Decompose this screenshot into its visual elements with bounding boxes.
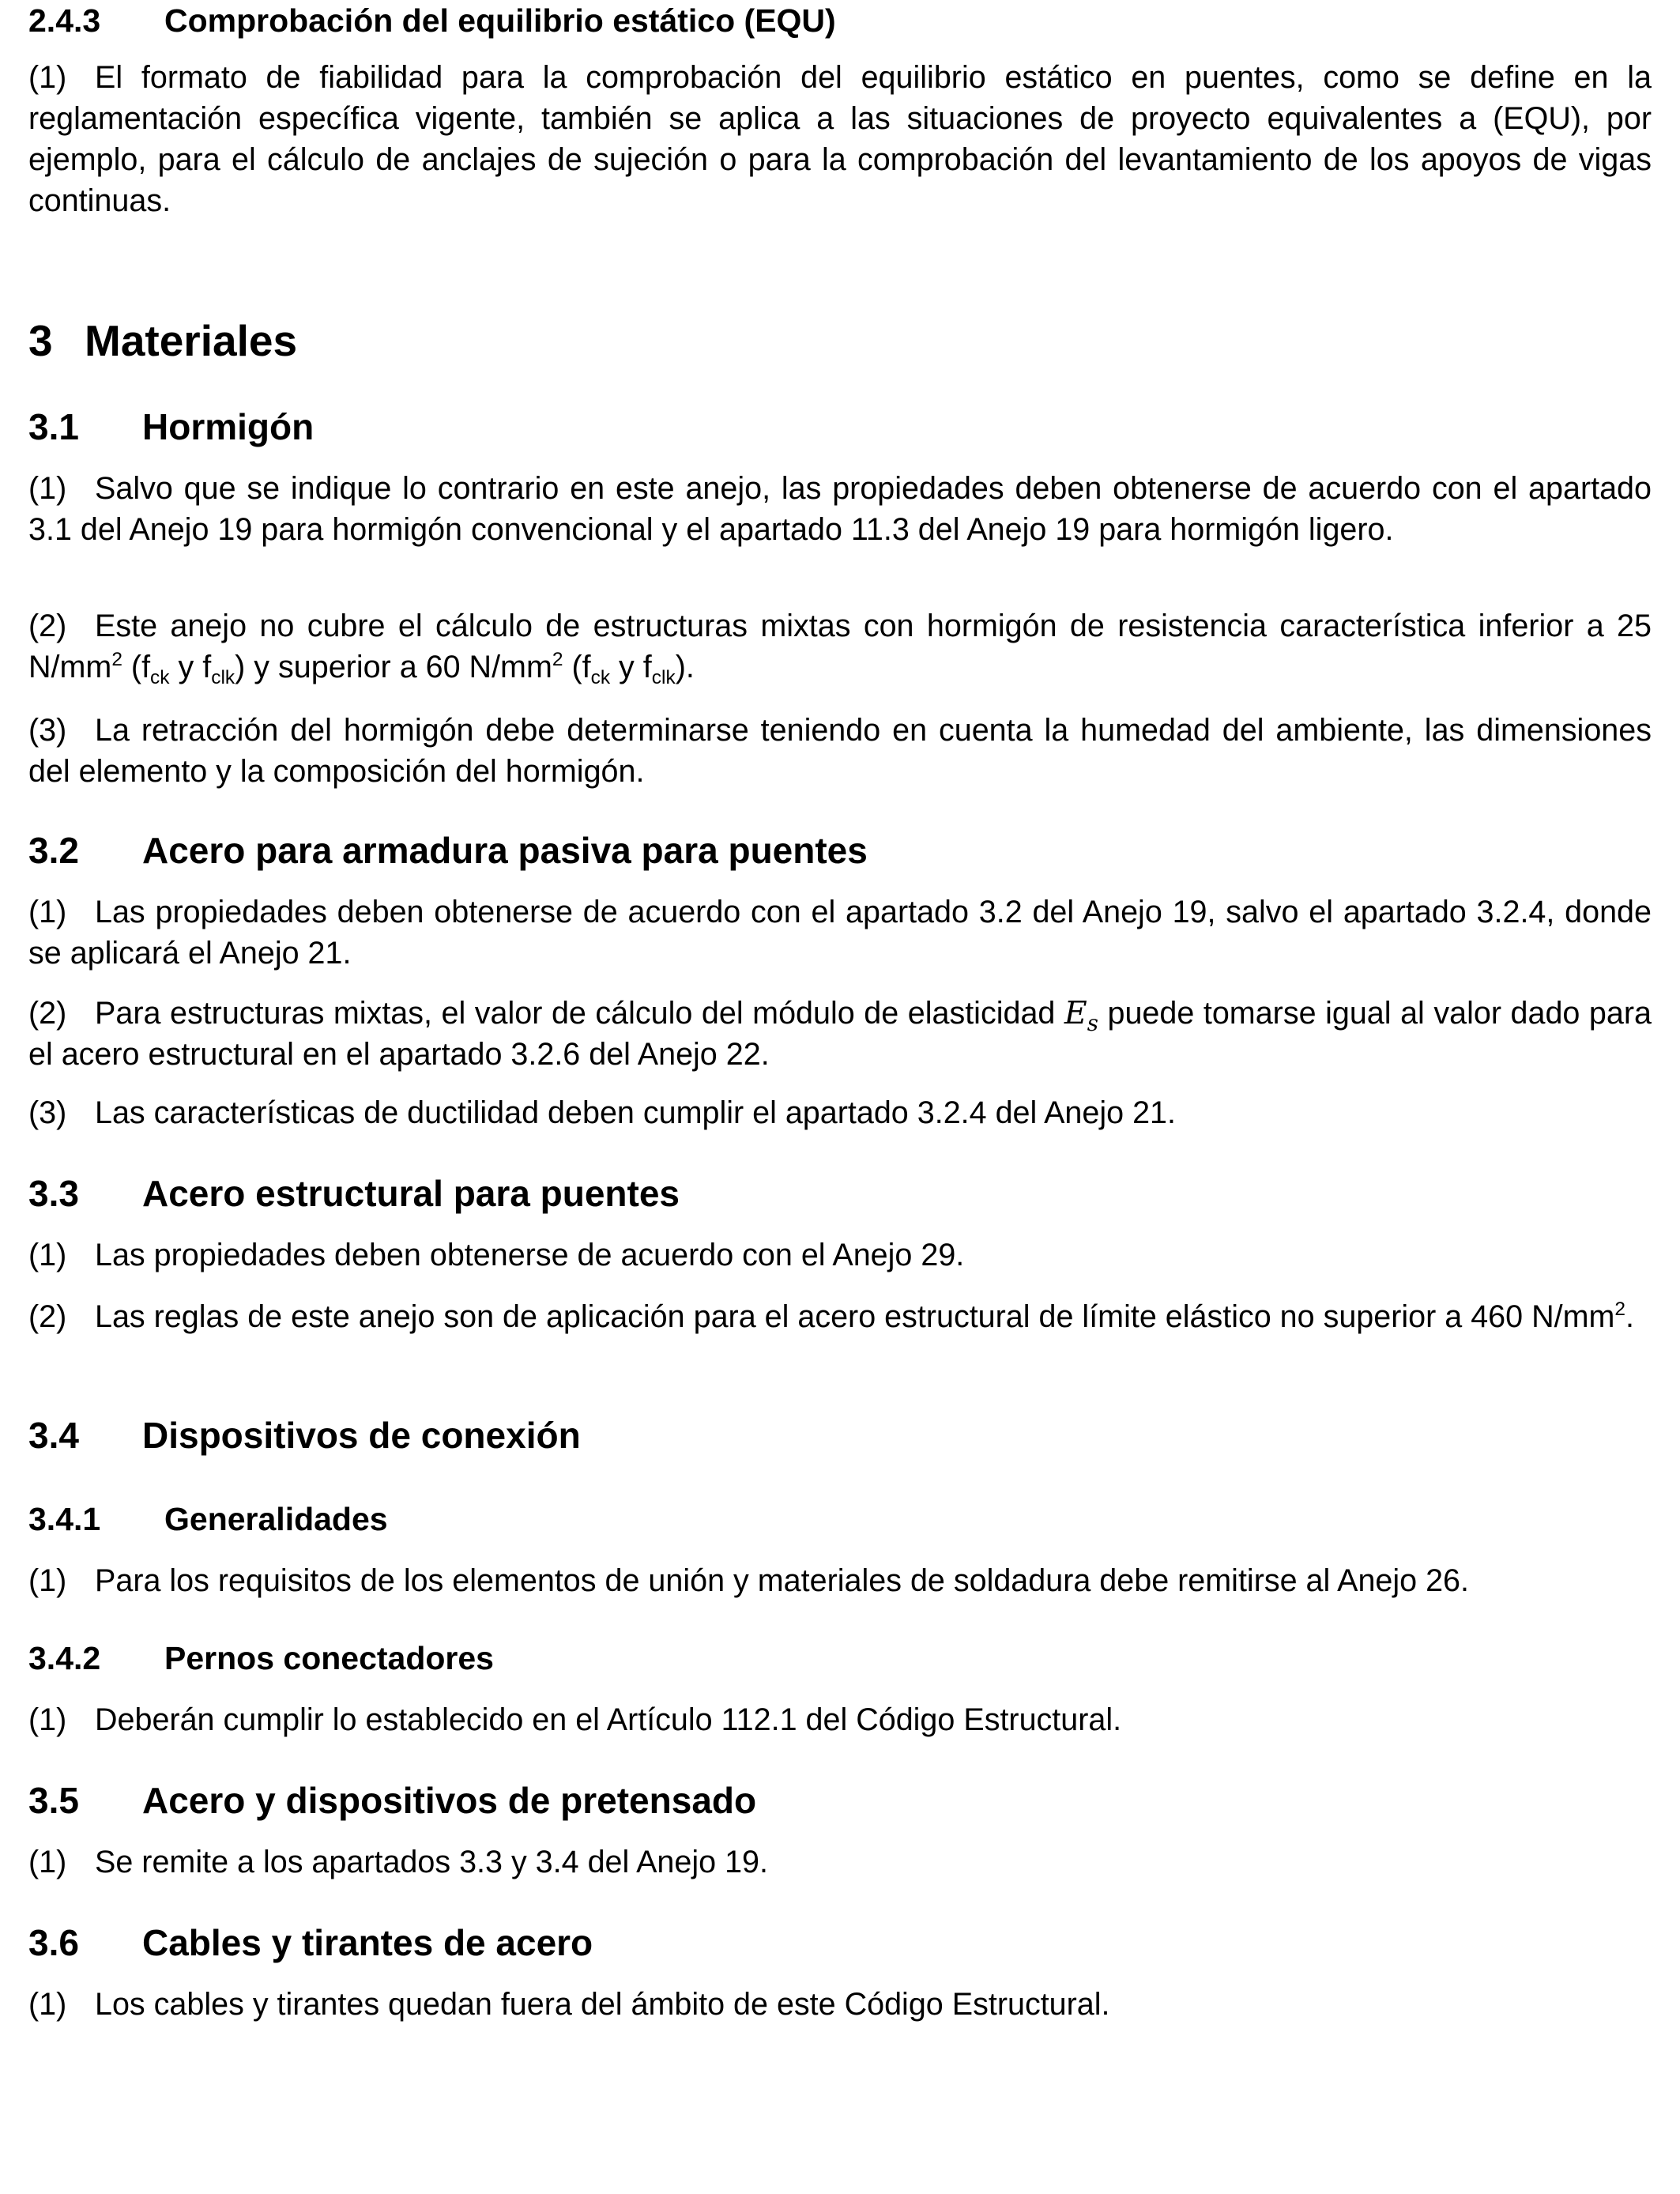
- paragraph-number: (1): [28, 1845, 67, 1879]
- paragraph-number: (2): [28, 1299, 67, 1334]
- paragraph-text: Deberán cumplir lo establecido en el Artículo 112.1 del Código Estructural.: [95, 1702, 1122, 1737]
- section-number: 3.6: [28, 1922, 79, 1963]
- paragraph-3-4-1-1: [28, 1560, 1652, 1601]
- math-symbol: E: [1064, 995, 1087, 1031]
- paragraph-text: .: [1625, 1299, 1634, 1334]
- paragraph-3-2-1: [28, 892, 1652, 974]
- paragraph-number: (2): [28, 609, 67, 643]
- section-title: Acero para armadura pasiva para puentes: [142, 830, 868, 871]
- paragraph-number: (3): [28, 1095, 67, 1130]
- paragraph-text: Las propiedades deben obtenerse de acuerdo con el apartado 3.2 del Anejo 19, salvo el apartado 3.2.4, donde se aplicará el Anejo 21.: [28, 895, 1652, 971]
- paragraph-number: (1): [28, 471, 67, 506]
- paragraph-number: (1): [28, 1987, 67, 2022]
- superscript: 2: [552, 648, 563, 670]
- heading-3-6: [28, 1921, 1652, 1965]
- heading-3-1: [28, 405, 1652, 449]
- paragraph-3-6-1: [28, 1984, 1652, 2025]
- paragraph-3-2-3: [28, 1092, 1652, 1133]
- section-number: 3.1: [28, 406, 79, 447]
- chapter-heading-3: [28, 315, 1652, 367]
- paragraph-number: (1): [28, 1702, 67, 1737]
- section-title: Comprobación del equilibrio estático (EQU): [164, 2, 836, 39]
- superscript: 2: [111, 648, 122, 670]
- paragraph-text: Las reglas de este anejo son de aplicación para el acero estructural de límite elástico no superior a 460 N/mm: [95, 1299, 1615, 1334]
- heading-3-4-1: [28, 1498, 1652, 1540]
- paragraph-text: Las características de ductilidad deben cumplir el apartado 3.2.4 del Anejo 21.: [95, 1095, 1176, 1130]
- paragraph-text: Los cables y tirantes quedan fuera del ámbito de este Código Estructural.: [95, 1987, 1110, 2022]
- heading-3-2: [28, 828, 1652, 873]
- section-title: Cables y tirantes de acero: [142, 1922, 593, 1963]
- section-title: Dispositivos de conexión: [142, 1415, 581, 1456]
- section-title: Acero estructural para puentes: [142, 1173, 680, 1214]
- section-number: 3.5: [28, 1780, 79, 1821]
- paragraph-text: Este anejo no cubre el cálculo de estructuras mixtas con hormigón de resistencia característica inferior a 25 N/mm: [28, 609, 1652, 684]
- paragraph-text: Salvo que se indique lo contrario en este anejo, las propiedades deben obtenerse de acuerdo con el apartado 3.1 del Anejo 19 para hormigón convencional y el apartado 11.3 del Anejo 19 para hormigón ligero.: [28, 471, 1652, 547]
- paragraph-text: Para los requisitos de los elementos de unión y materiales de soldadura debe remitirse al Anejo 26.: [95, 1563, 1470, 1598]
- heading-2-4-3: [28, 0, 1652, 41]
- paragraph-3-4-2-1: [28, 1699, 1652, 1740]
- section-title: Hormigón: [142, 406, 315, 447]
- section-title: Pernos conectadores: [164, 1640, 494, 1676]
- paragraph-2-4-3-1: [28, 57, 1652, 221]
- paragraph-3-3-2: [28, 1296, 1652, 1337]
- paragraph-text: La retracción del hormigón debe determinarse teniendo en cuenta la humedad del ambiente, las dimensiones del elemento y la composición del hormigón.: [28, 713, 1652, 789]
- elasticity-modulus-symbol: [1064, 995, 1098, 1036]
- paragraph-text: y f: [169, 650, 212, 684]
- heading-3-5: [28, 1778, 1652, 1823]
- paragraph-text: y f: [610, 650, 652, 684]
- section-title: Acero y dispositivos de pretensado: [142, 1780, 757, 1821]
- subscript: clk: [211, 666, 235, 688]
- paragraph-text: Para estructuras mixtas, el valor de cálculo del módulo de elasticidad: [95, 996, 1064, 1031]
- chapter-title: Materiales: [85, 316, 298, 365]
- paragraph-number: (2): [28, 996, 67, 1031]
- subscript: clk: [651, 666, 676, 688]
- paragraph-number: (1): [28, 60, 67, 95]
- paragraph-text: puede tomarse igual al valor dado para el acero estructural en el apartado 3.2.6 del Anejo 22.: [28, 996, 1652, 1072]
- paragraph-number: (1): [28, 1563, 67, 1598]
- math-subscript: s: [1087, 1009, 1098, 1036]
- subscript: ck: [590, 666, 611, 688]
- subscript: ck: [150, 666, 170, 688]
- superscript: 2: [1614, 1298, 1626, 1320]
- paragraph-3-1-1: [28, 468, 1652, 550]
- paragraph-text: ) y superior a 60 N/mm: [235, 650, 552, 684]
- section-number: 3.3: [28, 1173, 79, 1214]
- section-number: 3.4.1: [28, 1501, 101, 1537]
- section-number: 3.2: [28, 830, 79, 871]
- paragraph-3-1-3: [28, 710, 1652, 792]
- paragraph-3-2-2: [28, 993, 1652, 1075]
- section-number: 2.4.3: [28, 2, 101, 39]
- paragraph-text: El formato de fiabilidad para la comprobación del equilibrio estático en puentes, como se define en la reglamentación específica vigente, también se aplica a las situaciones de proyecto equivalentes a (EQU), por ejemplo, para el cálculo de anclajes de sujeción o para la comprobación del levantamiento de los apoyos de vigas continuas.: [28, 60, 1652, 218]
- paragraph-number: (3): [28, 713, 67, 748]
- paragraph-3-5-1: [28, 1842, 1652, 1883]
- paragraph-text: Las propiedades deben obtenerse de acuerdo con el Anejo 29.: [95, 1238, 965, 1272]
- heading-3-3: [28, 1171, 1652, 1216]
- heading-3-4-2: [28, 1638, 1652, 1679]
- section-number: 3.4: [28, 1415, 79, 1456]
- paragraph-text: ).: [675, 650, 695, 684]
- paragraph-text: (f: [122, 650, 151, 684]
- paragraph-number: (1): [28, 1238, 67, 1272]
- paragraph-3-1-2: [28, 605, 1652, 688]
- heading-3-4: [28, 1413, 1652, 1457]
- paragraph-3-3-1: [28, 1235, 1652, 1276]
- paragraph-number: (1): [28, 895, 67, 929]
- section-number: 3.4.2: [28, 1640, 101, 1676]
- chapter-number: 3: [28, 316, 53, 365]
- paragraph-text: Se remite a los apartados 3.3 y 3.4 del Anejo 19.: [95, 1845, 768, 1879]
- section-title: Generalidades: [164, 1501, 388, 1537]
- paragraph-text: (f: [563, 650, 591, 684]
